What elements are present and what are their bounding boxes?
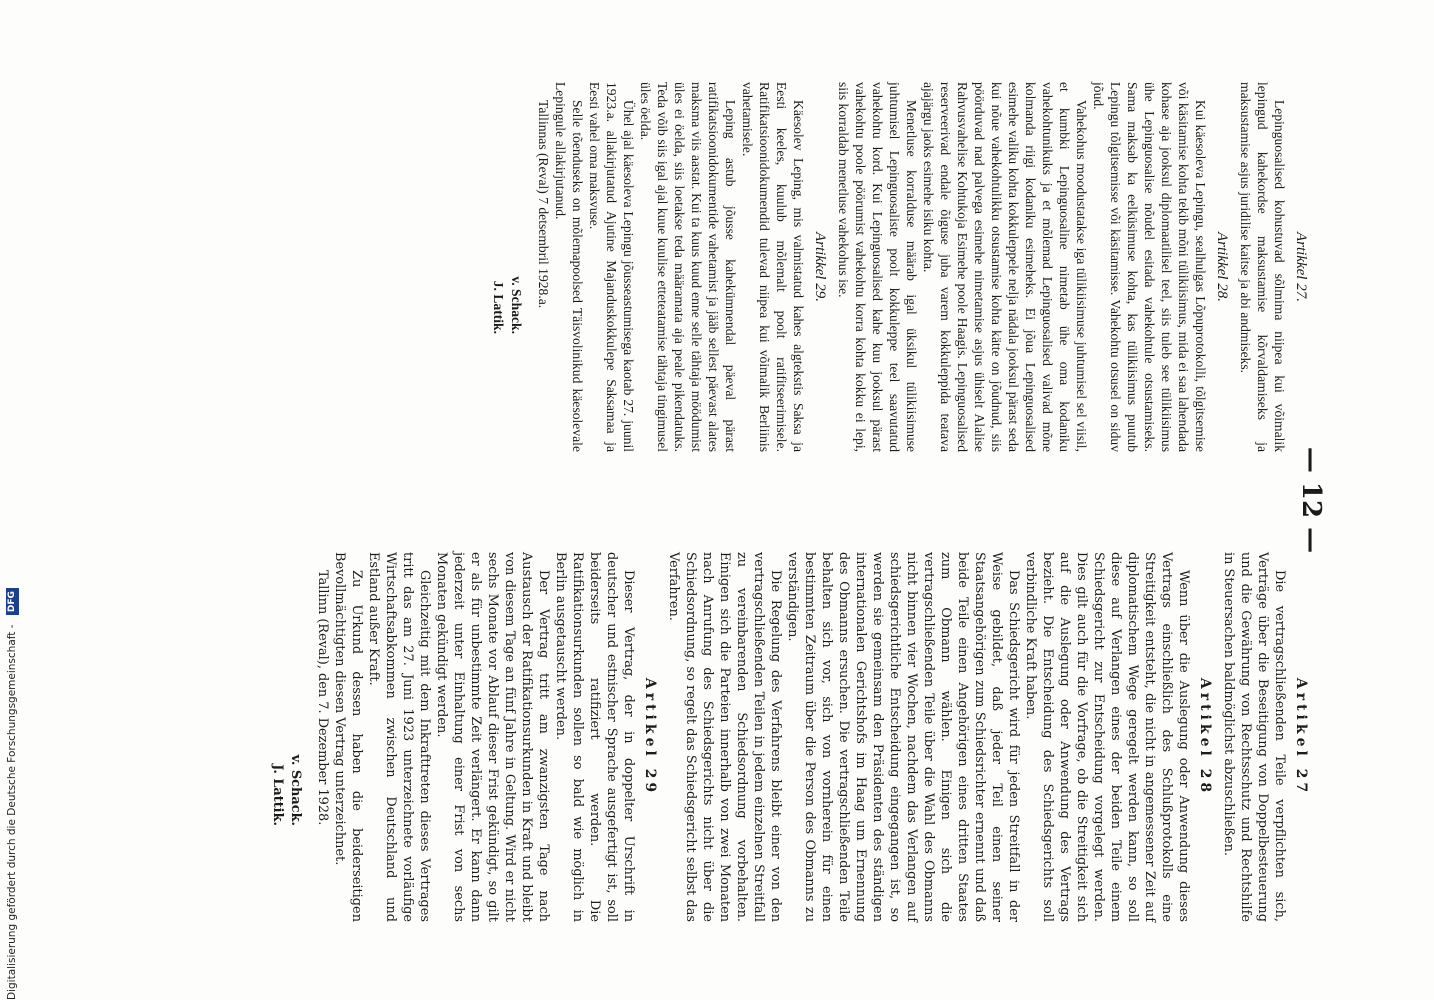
article-29-title-de: Artikel 29 bbox=[642, 677, 658, 797]
dfg-logo: DFG bbox=[6, 588, 19, 615]
signature-lattik-et: J. Lattik. bbox=[491, 280, 506, 334]
article-27-text-et: Lepinguosalised kohustuvad sõlmima niipea kui võimalik lepingud kahekordse maksustamise kõrvaldamiseks ja maksustamise asjus juridilise kaitse ja abi andmiseks. bbox=[1238, 82, 1287, 452]
signature-schack-et: v. Schack. bbox=[509, 276, 524, 334]
article-29-para-1-de: Dieser Vertrag, der in doppelter Urschrift in deutscher und estnischer Sprache ausgefertigt ist, soll beiderseits ratifiziert werden. Die Ratifikationsurkunden sollen so bald wie möglich in Berlin ausgetauscht werden. bbox=[553, 552, 636, 922]
digitization-credit bbox=[2, 0, 22, 1000]
article-29-para-4-et: Selle tõenduseks on mõlemapoolsed Täisvolinikud käesolevale Lepingule allakirjutanud. bbox=[553, 82, 585, 452]
article-28-para-1-de: Wenn über die Auslegung oder Anwendung dieses Vertrags einschließlich des Schlußprotokolls eine Streitigkeit entsteht, die nicht in angemessener Zeit auf diplomatischem Wege geregelt werden kann, so soll diese auf Verlangen eines der beiden Teile einem Schiedsgericht zur Entscheidung vorgelegt werden. Dies gilt auch für die Vorfrage, ob die Streitigkeit sich auf die Auslegung oder Anwendung des Vertrags bezieht. Die Entscheidung des Schiedsgerichts soll verbindliche Kraft haben. bbox=[1023, 552, 1191, 922]
signatures-et bbox=[489, 82, 525, 452]
article-27-title-de: Artikel 27 bbox=[1293, 677, 1309, 797]
article-29-para-2-et: Leping astub jõusse kahekümnendal päeval pärast ratifikatsioonidokumentide vahetamist ja jääb sellest päevast alates maksma viis aastat. Kui ta kuus kuud enne selle tähtaja möödumist üles ei öelda, siis loetakse teda määramata aja peale pikendatuks. Teda võib siis igal ajal kuue kuulise etteteatamise tähtaja tingimusel üles öelda. bbox=[638, 82, 738, 452]
estonian-column bbox=[489, 82, 1316, 452]
article-28-para-2-de: Das Schiedsgericht wird für jeden Streitfall in der Weise gebildet, daß jeder Teil einen seiner Staatsangehörigen zum Schiedsrichter ernennt und daß beide Teile einen Angehörigen eines dritten Staates zum Obmann wählen. Einigen sich die vertragschließenden Teile über die Wahl des Obmanns nicht binnen vier Wochen, nachdem das Verlangen auf schiedsgerichtliche Entscheidung eingegangen ist, so werden sie gemeinsam den Präsidenten des ständigen internationalen Gerichtshofs im Haag um Ernennung des Obmanns ersuchen. Die vertragschließenden Teile behalten sich vor, sich von vornherein für einen bestimmten Zeitraum über die Person des Obmanns zu verständigen. bbox=[785, 552, 1021, 922]
article-29-title-et: Artikkel 29. bbox=[812, 232, 828, 302]
article-29-para-2-de: Der Vertrag tritt am zwanzigsten Tage nach Austausch der Ratifikationsurkunden in Kraft und bleibt von diesem Tage an fünf Jahre in Geltung. Wird er nicht sechs Monate vor Ablauf dieser Frist gekündigt, so gilt er als für unbestimmte Zeit verlängert. Er kann dann jederzeit unter Einhaltung einer Frist von sechs Monaten gekündigt werden. bbox=[434, 552, 551, 922]
article-28-para-1-et: Kui käesoleva Lepingu, sealhulgas Lõpuprotokolli, tõlgitsemise või käsitamise kohta tekib mõni tülikiisimus, mida ei saa lahendada kohase aja jooksul diplomaatilisel teel, siis tuleb see tülikiisimus ühe Lepinguosalise nõudel esitada vahekohtule otsustamiseks. Sama maksab ka eelküsimuse kohta, kas tülikiisimus puutub Lepingu tõlgitsemisse või käsitamisse. Vahekohtu otsusel on siduv jõud. bbox=[1091, 82, 1208, 452]
article-28-para-3-de: Die Regelung des Verfahrens bleibt einer von den vertragschließenden Teilen in jedem einzelnen Streitfall zu vereinbarenden Schiedsordnung vorbehalten. Einigen sich die Parteien innerhalb von zwei Monaten nach Anrufung des Schiedsgerichts nicht über die Schiedsordnung, so regelt das Schiedsgericht selbst das Verfahren. bbox=[666, 552, 783, 922]
place-date-de: Tallinn (Reval), den 7. Dezember 1928. bbox=[315, 570, 330, 826]
article-27-text-de: Die vertragschließenden Teile verpflichten sich, Verträge über die Beseitigung von Doppelbesteuerung und die Gewährung von Rechtsschutz und Rechtshilfe in Steuersachen baldmöglichst abzuschließen. bbox=[1221, 552, 1287, 922]
credit-line bbox=[2, 0, 22, 1000]
page-number: — 12 — bbox=[1296, 446, 1326, 554]
article-29-para-4-de: Zu Urkund dessen haben die beiderseitigen Bevollmächtigten diesen Vertrag unterzeichnet. bbox=[332, 552, 364, 922]
signature-lattik-de: J. Lattik. bbox=[270, 764, 285, 826]
article-29-para-3-et: Ühel ajal käesoleva Lepingu jõusseastumisega kaotab 27. juunil 1923.a. allakirjutatud Ajutine Majanduskokkulepe Saksamaa ja Eesti vahel oma maksvuse. bbox=[587, 82, 636, 452]
article-28-title-de: Artikel 28 bbox=[1197, 677, 1213, 797]
article-28-title-et: Artikkel 28. bbox=[1214, 232, 1230, 302]
signature-schack-de: v. Schack. bbox=[288, 754, 303, 826]
article-27-title-et: Artikkel 27. bbox=[1293, 232, 1309, 302]
article-29-para-3-de: Gleichzeitig mit dem Inkrafttreten dieses Vertrages tritt das am 27. Juni 1923 unterzeichnete vorläufige Wirtschaftsabkommen zwischen Deutschland und Estland außer Kraft. bbox=[366, 552, 432, 922]
article-28-para-2-et: Vahekohus moodustatakse iga tülikiisimuse juhtumisel sel viisil, et kumbki Lepinguosaline nimetab ühe oma kodaniku vahekohtunikuks ja et mõlemad Lepinguosalised valivad mõne kolmanda riigi kodaniku esimeheks. Ei jõua Lepinguosalised esimehe valiku kohta kokkuleppele nelja nädala jooksul pärast seda kui nõue vahekohtulikku otsustamise kohta kätte on jõudnud, siis pöörduvad nad palvega esimehe nimetamise asjus ühiselt Alalise Rahvusvahelise Kohtukoja Esimehe poole Haagis. Lepinguosalised reserveerivad endale õiguse juba varem kokkuleppida teatava ajajärgu jaoks esimehe isiku kohta. bbox=[921, 82, 1089, 452]
signatures-de bbox=[268, 552, 304, 922]
place-date-et: Tallinnas (Reval) 7 detsembril 1928.a. bbox=[536, 100, 551, 309]
article-29-para-1-et: Käesolev Leping, mis valmistatud kahes algtekstis Saksa ja Eesti keeles, kuulub mõlemalt poolt ratifitseerimisele. Ratifikatsioonidokumendid tulevad niipea kui võimalik Berliinis vahetamisele. bbox=[740, 82, 806, 452]
article-28-para-3-et: Menetluse korralduse määrab igal üksikul tülikiisimuse juhtumisel Lepinguosaliste poolt kokkuleppe teel saavutatud vahekohtu kord. Kui Lepinguosalised kahe kuu jooksul pärast vahekohtu poole pöörumist vahekohtu korra kohta kokku ei lepi, siis korraldab menetluse vahekohus ise. bbox=[836, 82, 919, 452]
credit-text: Digitalisierung gefördert durch die Deutsche Forschungsgemeinschaft - bbox=[6, 624, 18, 1000]
german-column bbox=[268, 552, 1316, 922]
